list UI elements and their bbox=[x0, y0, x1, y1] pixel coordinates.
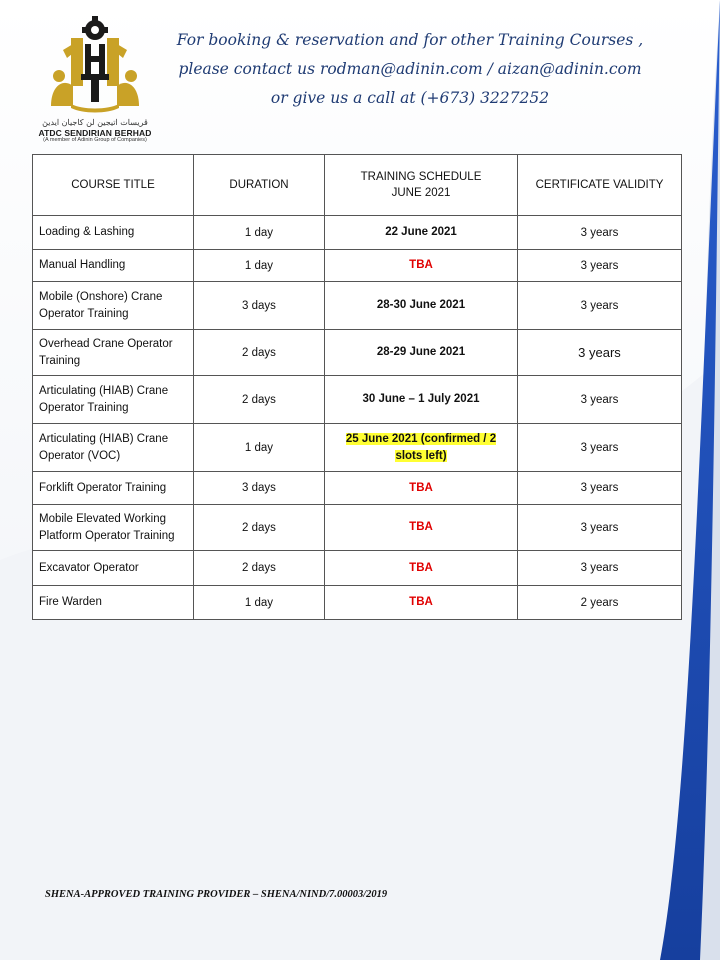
duration-cell: 2 days bbox=[194, 505, 325, 551]
duration-cell: 2 days bbox=[194, 330, 325, 376]
schedule-cell: TBA bbox=[325, 586, 518, 620]
course-title-cell: Overhead Crane Operator Training bbox=[33, 330, 194, 376]
table-row bbox=[33, 376, 682, 424]
contact-line-3: or give us a call at (+673) 3227252 bbox=[270, 89, 550, 107]
validity-cell: 3 years bbox=[518, 282, 682, 330]
header-schedule-line-2: JUNE 2021 bbox=[391, 187, 451, 199]
logo-emblem-icon bbox=[33, 16, 157, 118]
table-row bbox=[33, 551, 682, 586]
header-duration: DURATION bbox=[194, 155, 325, 216]
contact-line-1: For booking & reservation and for other Training Courses , bbox=[176, 31, 644, 49]
footer-approval-text: SHENA-APPROVED TRAINING PROVIDER – SHENA/NIND/7.00003/2019 bbox=[45, 889, 388, 900]
duration-cell: 1 day bbox=[194, 216, 325, 250]
table-row bbox=[33, 330, 682, 376]
header-training-schedule bbox=[325, 155, 518, 216]
validity-cell: 3 years bbox=[518, 250, 682, 282]
duration-cell: 2 days bbox=[194, 551, 325, 586]
validity-cell: 3 years bbox=[518, 424, 682, 472]
validity-cell: 3 years bbox=[518, 551, 682, 586]
table-row bbox=[33, 216, 682, 250]
schedule-cell: 22 June 2021 bbox=[325, 216, 518, 250]
table-header-row bbox=[33, 155, 682, 216]
course-title-cell: Articulating (HIAB) Crane Operator Training bbox=[33, 376, 194, 424]
schedule-highlight: 25 June 2021 (confirmed / 2 slots left) bbox=[345, 432, 497, 462]
table-row bbox=[33, 424, 682, 472]
table-row bbox=[33, 586, 682, 620]
table-row bbox=[33, 282, 682, 330]
course-title-cell: Mobile (Onshore) Crane Operator Training bbox=[33, 282, 194, 330]
schedule-cell: TBA bbox=[325, 505, 518, 551]
table-row bbox=[33, 472, 682, 505]
schedule-cell bbox=[325, 424, 518, 472]
validity-cell: 3 years bbox=[518, 505, 682, 551]
schedule-cell: TBA bbox=[325, 250, 518, 282]
logo-company-name: ATDC SENDIRIAN BERHAD bbox=[38, 128, 152, 138]
course-title-cell: Articulating (HIAB) Crane Operator (VOC) bbox=[33, 424, 194, 472]
schedule-cell: 28-30 June 2021 bbox=[325, 282, 518, 330]
contact-line-2: please contact us rodman@adinin.com / aizan@adinin.com bbox=[178, 60, 642, 78]
validity-cell: 3 years bbox=[518, 330, 682, 376]
duration-cell: 3 days bbox=[194, 282, 325, 330]
validity-cell: 3 years bbox=[518, 472, 682, 505]
schedule-cell: 28-29 June 2021 bbox=[325, 330, 518, 376]
contact-info bbox=[175, 26, 645, 113]
header-schedule-line-1: TRAINING SCHEDULE bbox=[360, 171, 482, 183]
logo-arabic-text: ڤريسات اتيجين لن كاجيان ايديڽ bbox=[42, 118, 148, 127]
duration-cell: 2 days bbox=[194, 376, 325, 424]
schedule-cell: 30 June – 1 July 2021 bbox=[325, 376, 518, 424]
table-row bbox=[33, 505, 682, 551]
duration-cell: 1 day bbox=[194, 250, 325, 282]
course-title-cell: Loading & Lashing bbox=[33, 216, 194, 250]
validity-cell: 3 years bbox=[518, 376, 682, 424]
course-title-cell: Manual Handling bbox=[33, 250, 194, 282]
course-title-cell: Excavator Operator bbox=[33, 551, 194, 586]
company-logo bbox=[33, 16, 157, 144]
course-title-cell: Mobile Elevated Working Platform Operator Training bbox=[33, 505, 194, 551]
validity-cell: 3 years bbox=[518, 216, 682, 250]
course-title-cell: Fire Warden bbox=[33, 586, 194, 620]
table-row bbox=[33, 250, 682, 282]
logo-subtitle: (A member of Adinin Group of Companies) bbox=[43, 137, 147, 143]
header-certificate-validity: CERTIFICATE VALIDITY bbox=[518, 155, 682, 216]
duration-cell: 1 day bbox=[194, 424, 325, 472]
validity-cell: 2 years bbox=[518, 586, 682, 620]
schedule-cell: TBA bbox=[325, 551, 518, 586]
header-course-title: COURSE TITLE bbox=[33, 155, 194, 216]
course-title-cell: Forklift Operator Training bbox=[33, 472, 194, 505]
duration-cell: 3 days bbox=[194, 472, 325, 505]
schedule-cell: TBA bbox=[325, 472, 518, 505]
training-schedule-table bbox=[32, 154, 682, 620]
duration-cell: 1 day bbox=[194, 586, 325, 620]
